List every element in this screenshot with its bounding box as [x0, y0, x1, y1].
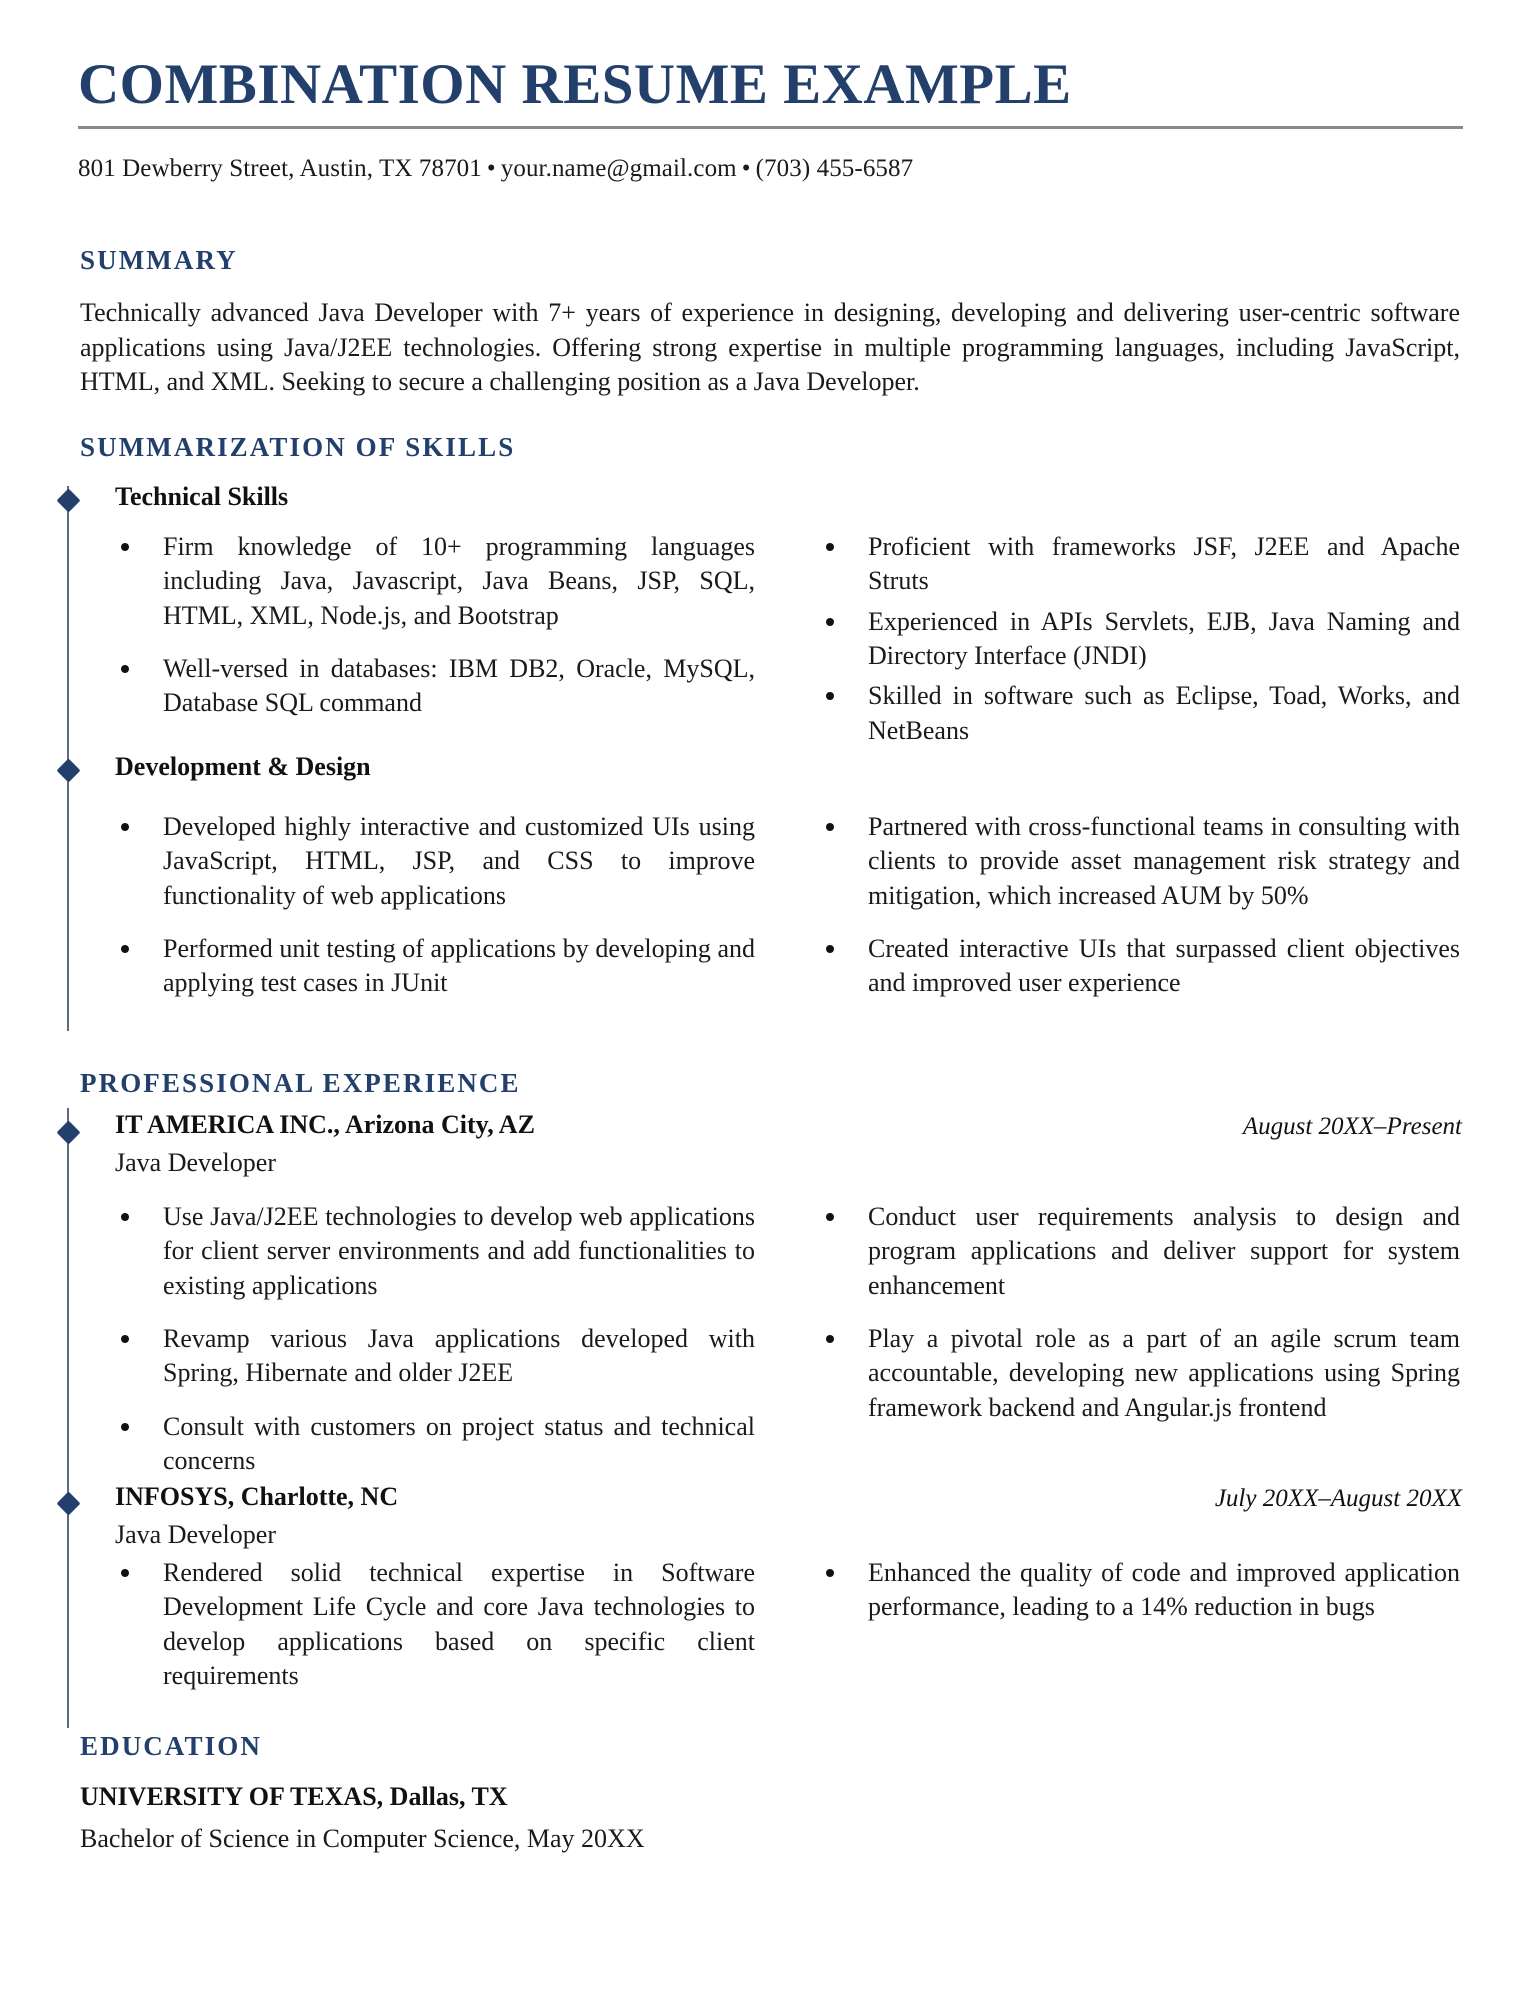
bullet-dot-icon: [826, 692, 834, 700]
list-item: [115, 932, 755, 1001]
bullet-dot-icon: [121, 665, 129, 673]
timeline-diamond-job-2: [56, 1491, 80, 1515]
timeline-diamond-technical-skills: [56, 488, 80, 512]
list-item: [820, 605, 1460, 674]
list-item-text: Proficient with frameworks JSF, J2EE and Apache Struts: [868, 532, 1460, 596]
bullet-list: [115, 530, 755, 721]
list-item: [115, 1200, 755, 1303]
list-item: [115, 810, 755, 913]
list-item-text: Well-versed in databases: IBM DB2, Oracle, MySQL, Database SQL command: [163, 653, 755, 718]
technical-skills-right-column: [820, 530, 1460, 754]
job-dates-1: August 20XX–Present: [1242, 1113, 1462, 1140]
list-item: [820, 1322, 1460, 1425]
development-design-right-column: [820, 810, 1460, 1001]
bullet-dot-icon: [121, 1335, 129, 1343]
contact-address: 801 Dewberry Street, Austin, TX 78701: [78, 155, 482, 183]
development-design-left-column: [115, 810, 755, 1001]
contact-separator-1: •: [486, 155, 496, 183]
list-item-text: Created interactive UIs that surpassed client objectives and improved user experience: [868, 933, 1460, 998]
bullet-dot-icon: [121, 1423, 129, 1431]
bullet-list: [820, 530, 1460, 748]
section-heading-education: EDUCATION: [80, 1731, 262, 1761]
job-2-right-column: [820, 1556, 1460, 1625]
list-item: [820, 932, 1460, 1001]
bullet-dot-icon: [121, 543, 129, 551]
job-2-left-column: [115, 1556, 755, 1693]
job-1-right-column: [820, 1200, 1460, 1425]
bullet-dot-icon: [826, 618, 834, 626]
list-item: [115, 1556, 755, 1693]
bullet-dot-icon: [826, 823, 834, 831]
section-heading-summary: SUMMARY: [80, 245, 238, 275]
timeline-diamond-development-design: [56, 758, 80, 782]
job-role-1: Java Developer: [115, 1148, 276, 1177]
bullet-dot-icon: [826, 945, 834, 953]
job-1-left-column: [115, 1200, 755, 1478]
bullet-dot-icon: [121, 945, 129, 953]
resume-header: [78, 53, 1463, 183]
list-item-text: Partnered with cross-functional teams in consulting with clients to provide asset management risk strategy and mitigation, which increased AUM by 50%: [868, 812, 1460, 910]
bullet-list: [820, 810, 1460, 1001]
job-company-1: IT AMERICA INC., Arizona City, AZ: [115, 1110, 535, 1139]
list-item-text: Enhanced the quality of code and improved application performance, leading to a 14% reduction in bugs: [868, 1558, 1460, 1622]
list-item-text: Consult with customers on project status and technical concerns: [163, 1411, 755, 1475]
job-company-2: INFOSYS, Charlotte, NC: [115, 1482, 399, 1511]
bullet-list: [820, 1556, 1460, 1625]
list-item: [115, 1322, 755, 1391]
skills-subheading-technical: Technical Skills: [115, 482, 289, 511]
list-item-text: Use Java/J2EE technologies to develop web applications for client server environments and add functionalities to existing applications: [163, 1202, 755, 1300]
technical-skills-left-column: [115, 530, 755, 721]
page-title: COMBINATION RESUME EXAMPLE: [78, 53, 1072, 116]
list-item-text: Revamp various Java applications developed with Spring, Hibernate and older J2EE: [163, 1323, 755, 1388]
education-degree: Bachelor of Science in Computer Science, May 20XX: [80, 1824, 645, 1853]
contact-email[interactable]: your.name@gmail.com: [500, 155, 737, 183]
job-role-2: Java Developer: [115, 1520, 276, 1549]
summary-body: Technically advanced Java Developer with 7+ years of experience in designing, developing and delivering user-centric software applications using Java/J2EE technologies. Offering strong expertise in multiple programming languages, including JavaScript, HTML, and XML. Seeking to secure a challenging position as a Java Developer.: [80, 298, 1460, 397]
experience-timeline-line: [67, 1108, 69, 1728]
bullet-dot-icon: [121, 823, 129, 831]
bullet-dot-icon: [121, 1213, 129, 1221]
skills-subheading-development: Development & Design: [115, 752, 371, 781]
job-dates-2: July 20XX–August 20XX: [1214, 1485, 1462, 1512]
bullet-list: [115, 1200, 755, 1478]
list-item: [115, 1410, 755, 1479]
contact-line: [78, 155, 1463, 183]
section-heading-skills: SUMMARIZATION OF SKILLS: [80, 432, 516, 462]
list-item: [820, 810, 1460, 913]
list-item-text: Rendered solid technical expertise in Software Development Life Cycle and core Java technologies to develop applications based on specific client requirements: [163, 1558, 755, 1690]
list-item: [820, 530, 1460, 599]
list-item: [820, 1200, 1460, 1303]
list-item-text: Conduct user requirements analysis to design and program applications and deliver support for system enhancement: [868, 1202, 1460, 1300]
list-item: [820, 679, 1460, 748]
bullet-list: [115, 1556, 755, 1693]
list-item-text: Firm knowledge of 10+ programming languages including Java, Javascript, Java Beans, JSP, SQL, HTML, XML, Node.js, and Bootstrap: [163, 532, 755, 630]
bullet-dot-icon: [826, 1569, 834, 1577]
contact-phone: (703) 455-6587: [755, 155, 914, 183]
list-item: [115, 652, 755, 721]
bullet-dot-icon: [826, 1335, 834, 1343]
timeline-diamond-job-1: [56, 1120, 80, 1144]
list-item-text: Play a pivotal role as a part of an agile scrum team accountable, developing new applications using Spring framework backend and Angular.js frontend: [868, 1323, 1460, 1422]
education-school: UNIVERSITY OF TEXAS, Dallas, TX: [80, 1782, 508, 1811]
list-item-text: Developed highly interactive and customized UIs using JavaScript, HTML, JSP, and CSS to improve functionality of web applications: [163, 812, 755, 910]
list-item-text: Performed unit testing of applications by developing and applying test cases in JUnit: [163, 933, 755, 998]
bullet-dot-icon: [826, 1213, 834, 1221]
section-heading-experience: PROFESSIONAL EXPERIENCE: [80, 1068, 521, 1098]
list-item: [115, 530, 755, 633]
contact-separator-2: •: [741, 155, 751, 183]
bullet-dot-icon: [121, 1569, 129, 1577]
bullet-dot-icon: [826, 543, 834, 551]
bullet-list: [115, 810, 755, 1001]
bullet-list: [820, 1200, 1460, 1425]
list-item-text: Skilled in software such as Eclipse, Toad, Works, and NetBeans: [868, 681, 1460, 745]
header-divider: [78, 126, 1463, 129]
list-item-text: Experienced in APIs Servlets, EJB, Java Naming and Directory Interface (JNDI): [868, 606, 1460, 670]
list-item: [820, 1556, 1460, 1625]
